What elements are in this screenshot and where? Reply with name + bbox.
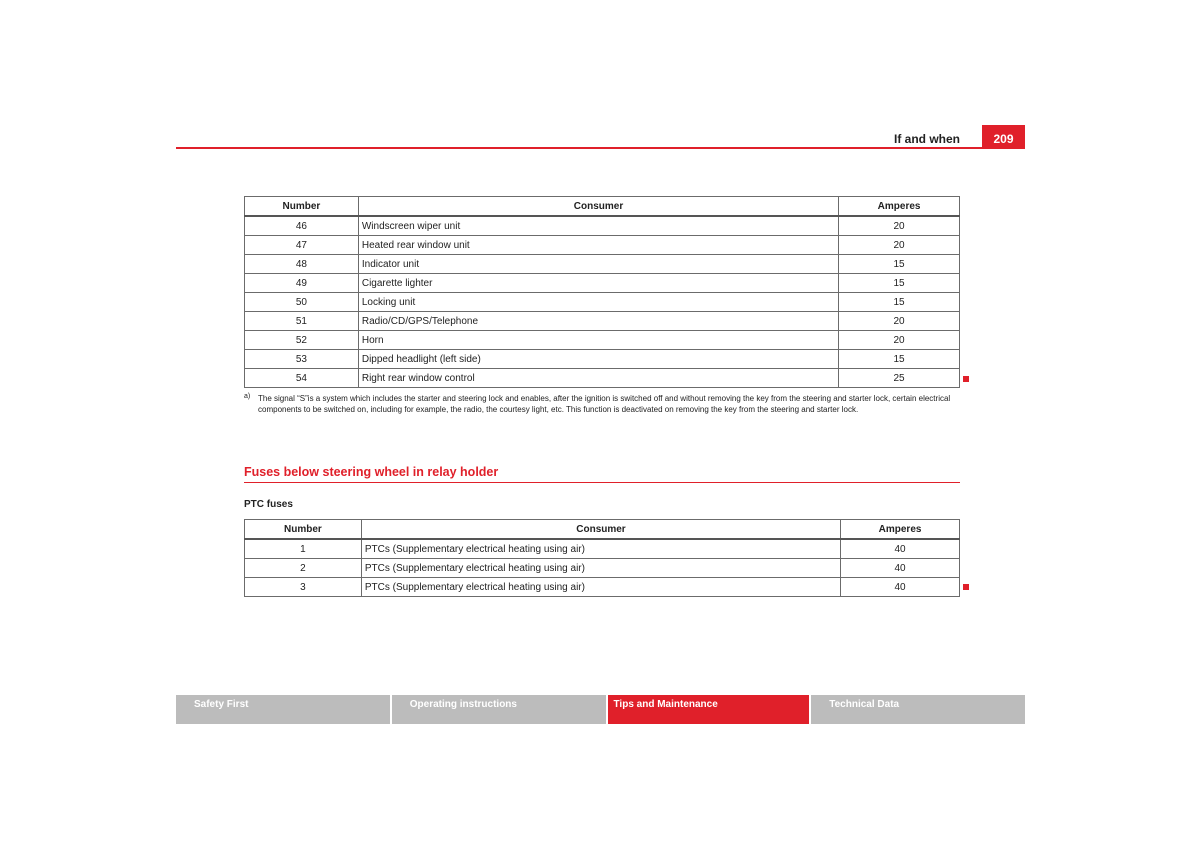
section-title: Fuses below steering wheel in relay holder (244, 465, 499, 479)
nav-tab-operating-instructions[interactable]: Operating instructions (392, 695, 608, 724)
amperes-cell: 25 (839, 369, 960, 388)
amperes-cell: 15 (839, 274, 960, 293)
amperes-cell: 20 (839, 312, 960, 331)
fuse-number-cell: 54 (245, 369, 359, 388)
fuse-number-cell: 46 (245, 216, 359, 236)
fuse-number-cell: 49 (245, 274, 359, 293)
chapter-navigation (176, 695, 1025, 724)
section-rule (244, 482, 960, 483)
table-row (245, 578, 960, 597)
amperes-cell: 40 (841, 559, 960, 578)
consumer-cell: Right rear window control (358, 369, 838, 388)
header-rule (176, 147, 1025, 149)
consumer-cell: Dipped headlight (left side) (358, 350, 838, 369)
fuse-number-cell: 47 (245, 236, 359, 255)
column-header-number: Number (245, 520, 362, 540)
consumer-cell: PTCs (Supplementary electrical heating using air) (361, 559, 840, 578)
footnote-marker: a) (244, 393, 251, 400)
nav-tab-tips-and-maintenance[interactable]: Tips and Maintenance (608, 695, 812, 724)
table-row (245, 293, 960, 312)
page-number: 209 (982, 125, 1025, 149)
end-of-section-marker (963, 376, 969, 382)
table-row (245, 236, 960, 255)
table-row (245, 216, 960, 236)
consumer-cell: Horn (358, 331, 838, 350)
amperes-cell: 40 (841, 539, 960, 559)
end-of-section-marker (963, 584, 969, 590)
amperes-cell: 15 (839, 293, 960, 312)
fuse-number-cell: 3 (245, 578, 362, 597)
fuse-number-cell: 2 (245, 559, 362, 578)
fuse-table-2 (244, 519, 960, 597)
footnote (244, 393, 960, 415)
fuse-number-cell: 50 (245, 293, 359, 312)
consumer-cell: PTCs (Supplementary electrical heating using air) (361, 578, 840, 597)
chapter-title: If and when (894, 132, 960, 146)
fuse-number-cell: 52 (245, 331, 359, 350)
amperes-cell: 15 (839, 255, 960, 274)
nav-tab-technical-data[interactable]: Technical Data (811, 695, 1025, 724)
subsection-title: PTC fuses (244, 499, 293, 510)
table-row (245, 369, 960, 388)
nav-tab-safety-first[interactable]: Safety First (176, 695, 392, 724)
consumer-cell: Indicator unit (358, 255, 838, 274)
table-row (245, 331, 960, 350)
amperes-cell: 15 (839, 350, 960, 369)
table-row (245, 350, 960, 369)
table-row (245, 539, 960, 559)
consumer-cell: Locking unit (358, 293, 838, 312)
table-row (245, 274, 960, 293)
amperes-cell: 20 (839, 216, 960, 236)
consumer-cell: Heated rear window unit (358, 236, 838, 255)
table-row (245, 559, 960, 578)
column-header-amperes: Amperes (841, 520, 960, 540)
fuse-number-cell: 1 (245, 539, 362, 559)
column-header-amperes: Amperes (839, 197, 960, 217)
consumer-cell: PTCs (Supplementary electrical heating using air) (361, 539, 840, 559)
fuse-number-cell: 53 (245, 350, 359, 369)
fuse-table-1 (244, 196, 960, 388)
consumer-cell: Windscreen wiper unit (358, 216, 838, 236)
column-header-number: Number (245, 197, 359, 217)
table-row (245, 255, 960, 274)
fuse-number-cell: 48 (245, 255, 359, 274)
amperes-cell: 40 (841, 578, 960, 597)
column-header-consumer: Consumer (361, 520, 840, 540)
amperes-cell: 20 (839, 236, 960, 255)
amperes-cell: 20 (839, 331, 960, 350)
footnote-text: The signal “S”is a system which includes the starter and steering lock and enables, after the ignition is switched off and without removing the key from the steering and starter lock, certain electrical components to be switched on, including for example, the radio, the courtesy light, etc. This function is deactivated on removing the key from the steering and starter lock. (258, 394, 951, 414)
fuse-number-cell: 51 (245, 312, 359, 331)
table-row (245, 312, 960, 331)
consumer-cell: Radio/CD/GPS/Telephone (358, 312, 838, 331)
column-header-consumer: Consumer (358, 197, 838, 217)
consumer-cell: Cigarette lighter (358, 274, 838, 293)
